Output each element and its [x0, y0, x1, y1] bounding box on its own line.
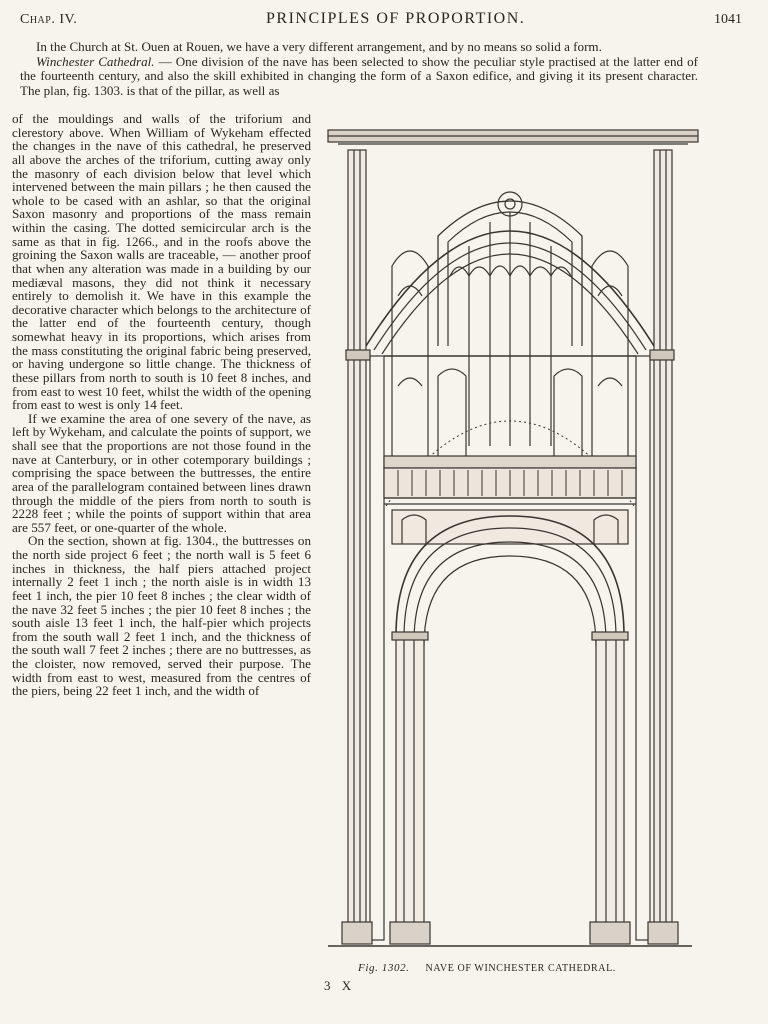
winchester-emphasis: Winchester Cathedral. — [36, 54, 155, 70]
paragraph-severy: If we examine the area of one severy of the nave, as left by Wykeham, and calculate the points of support, we shall see that the proportions are not those found in the nave at Canterbury, or in other cotemporary buildings ; comprising the space between the buttresses, the entire area of the parallelogram contained between lines drawn through the middle of the piers from north to south is 2228 feet ; while the points of support within that area are 557 feet, or one-quarter of the whole. — [12, 410, 311, 535]
printer-signature: 3 X — [324, 978, 356, 993]
paragraph-st-ouen: In the Church at St. Ouen at Rouen, we have a very different arrangement, and by no means so solid a form. — [36, 39, 602, 54]
figure-caption — [358, 962, 678, 974]
paragraph-section: On the section, shown at fig. 1304., the buttresses on the north side project 6 feet ; the north wall is 5 feet 6 inches in thickness, the half piers attached project internally 2 feet 1 inch ; the north aisle is in width 13 feet 1 inch, the pier 10 feet 8 inches ; the clear width of the nave 32 feet 5 inches ; the pier 10 feet 8 inches ; the south aisle 13 feet 1 inch, the half-pier which projects from the south wall 2 feet 1 inch, and the thickness of the south wall 7 feet 2 inches ; there are no buttresses, as the cloister, now removed, served their purpose. The width from east to west, measured from the centres of the piers, being 22 feet 1 inch, and the width of — [12, 533, 311, 699]
nave-elevation-figure — [318, 126, 702, 966]
paragraph-wykeham: of the mouldings and walls of the triforium and clerestory above. When William of Wykeham effected the changes in the nave of this cathedral, he preserved all above the arches of the triforium, cutting away only the masonry of each division below that level which intervened between the main pillars ; he then caused the whole to be cased with an ashlar, so that the original Saxon masonry and proportions of the mass remain within the casing. The dotted semicircular arch is the same as that in fig. 1266., and in the roofs above the groining the Saxon walls are traceable, — another proof that when any alteration was made in a building by our mediæval masons, they did not think it necessary entirely to demolish it. We have in this example the decorative character which belongs to the architecture of the latter end of the fourteenth century, though somewhat heavy in its proportions, which arises from the mass constituting the original fabric being preserved, or having undergone so little change. The thickness of these pillars from north to south is 10 feet 8 inches, and from east to west 10 feet, whilst the width of the opening from east to west is only 14 feet. — [12, 111, 311, 413]
figure-number: Fig. 1302. — [358, 962, 410, 974]
page-number: 1041 — [714, 12, 742, 27]
winchester-intro-text: — One division of the nave has been selected to show the peculiar style practised at the latter end of the fourteenth century, and also the skill exhibited in changing the form of a Saxon edifice, and giving it its present character. The plan, fig. 1303. is that of the pillar, as well as — [20, 54, 698, 98]
column-text — [12, 112, 311, 698]
page-title: PRINCIPLES OF PROPORTION. — [266, 10, 526, 27]
figure-title: NAVE OF WINCHESTER CATHEDRAL. — [425, 963, 616, 974]
running-head — [20, 10, 742, 32]
nave-elevation-engraving — [318, 126, 702, 966]
paragraph-winchester-intro — [20, 55, 698, 98]
full-width-text — [20, 40, 698, 98]
chapter-label: Chap. IV. — [20, 12, 78, 27]
